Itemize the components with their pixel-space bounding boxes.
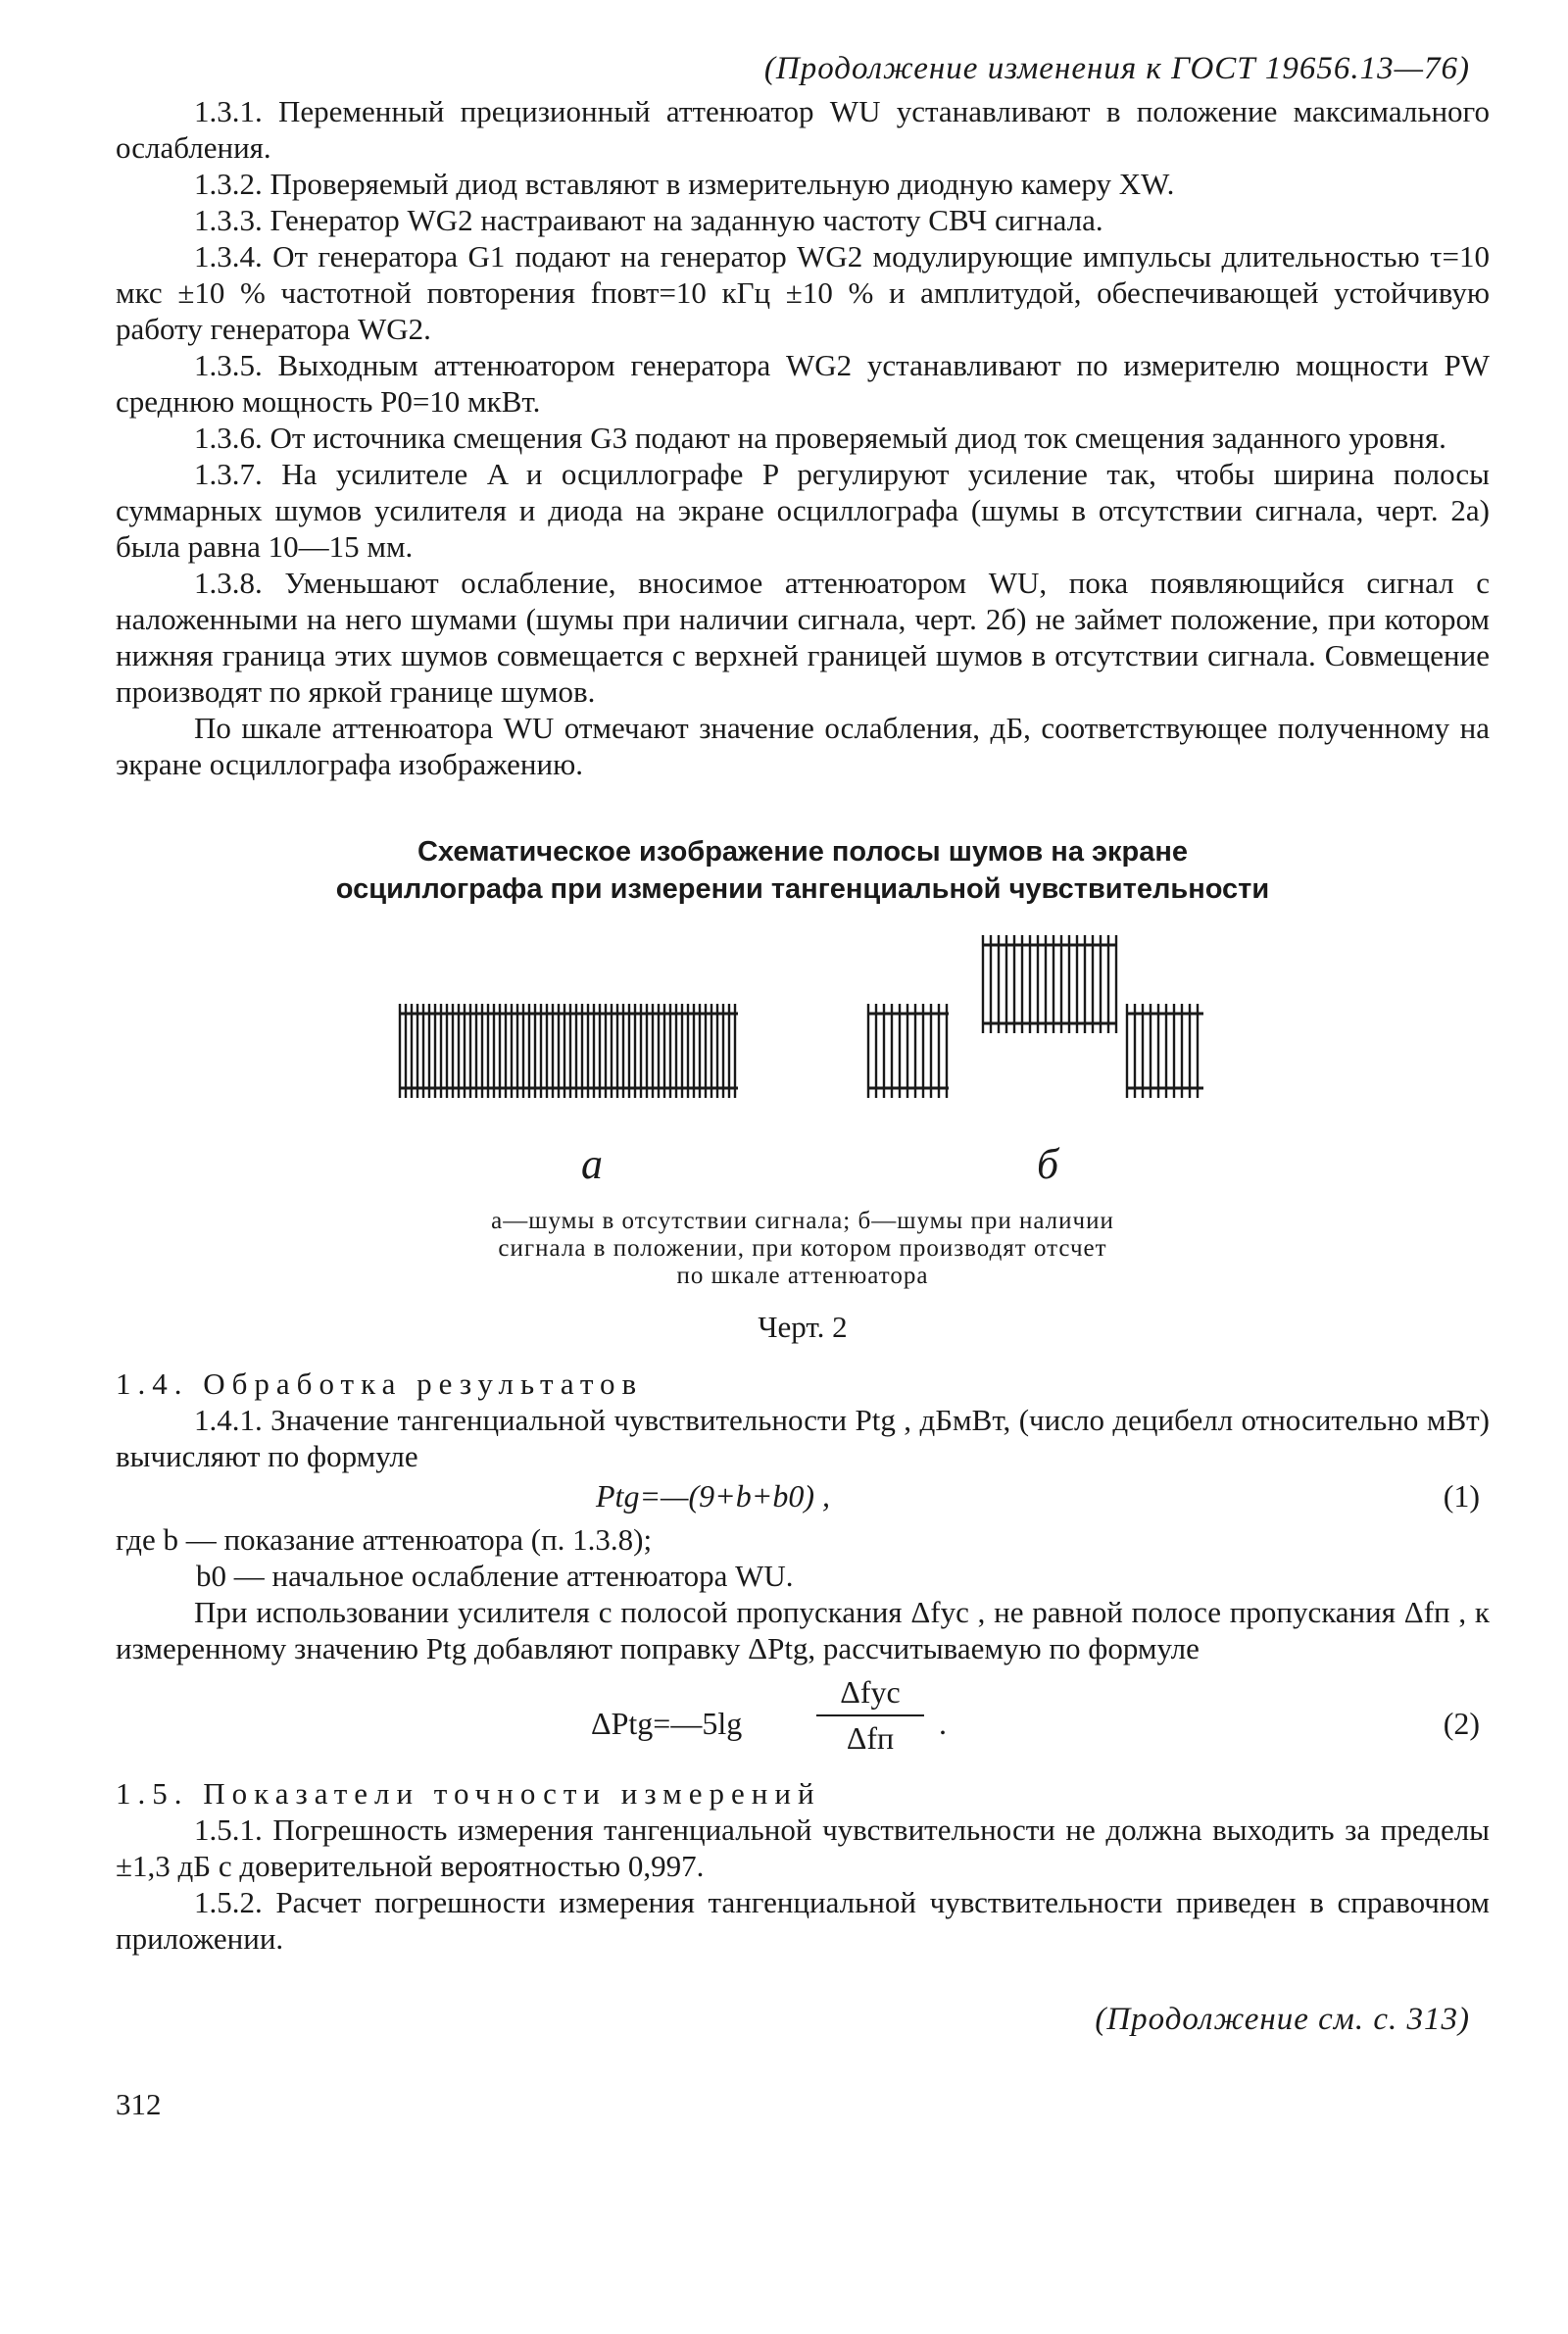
paragraph-1-3-6: 1.3.6. От источника смещения G3 подают на проверяемый диод ток смещения заданного уровня. bbox=[194, 421, 1446, 455]
procedure-paragraphs bbox=[116, 93, 1490, 782]
paragraph-1-3-2: 1.3.2. Проверяемый диод вставляют в измерительную диодную камеру XW. bbox=[194, 167, 1175, 201]
noise-band-b-raised-traces bbox=[983, 935, 1117, 1033]
formula-2-fraction bbox=[816, 1674, 924, 1757]
paragraph-1-3-5: 1.3.5. Выходным аттенюатором генератора WG2 устанавливают по измерителю мощности PW среднюю мощность P0=10 мкВт. bbox=[116, 348, 1490, 419]
paragraph-1-3-8: 1.3.8. Уменьшают ослабление, вносимое аттенюатором WU, пока появляющийся сигнал с наложенными на него шумами (шумы при наличии сигнала, черт. 2б) не займет положение, при котором нижняя граница этих шумов совмещается с верхней границей шумов в отсутствии сигнала. Совмещение производят по яркой границе шумов. bbox=[116, 566, 1490, 709]
formula-2-numerator: Δfус bbox=[816, 1674, 924, 1716]
figure-title-line-1: Схематическое изображение полосы шумов на экране bbox=[416, 836, 1189, 868]
section-1-4-heading: 1.4. Обработка результатов bbox=[116, 1366, 644, 1401]
where-b: где b — показание аттенюатора (п. 1.3.8); bbox=[116, 1522, 653, 1557]
paragraph-1-3-7: 1.3.7. На усилителе A и осциллографе P регулируют усиление так, чтобы ширина полосы суммарных шумов усилителя и диода на экране осциллографа (шумы в отсутствии сигнала, черт. 2а) была равна 10—15 мм. bbox=[116, 457, 1490, 564]
paragraph-attenuator-reading: По шкале аттенюатора WU отмечают значение ослабления, дБ, соответствующее полученному на экране осциллографа изображению. bbox=[116, 711, 1490, 781]
document-page bbox=[116, 51, 1490, 2122]
noise-band-b bbox=[868, 935, 1203, 1098]
figure-label-a: а bbox=[581, 1140, 603, 1188]
formula-1 bbox=[116, 1474, 1490, 1521]
paragraph-1-4-1: 1.4.1. Значение тангенциальной чувствительности Ptg , дБмВт, (число децибелл относительно мВт) вычисляют по формуле bbox=[116, 1403, 1490, 1473]
noise-band-diagram bbox=[116, 925, 1490, 1190]
page-number: 312 bbox=[116, 2087, 162, 2121]
formula-1-number: (1) bbox=[1443, 1478, 1480, 1514]
running-header: (Продолжение изменения к ГОСТ 19656.13—76) bbox=[763, 51, 1470, 86]
paragraph-1-5-2: 1.5.2. Расчет погрешности измерения тангенциальной чувствительности приведен в справочном приложении. bbox=[116, 1885, 1490, 1956]
formula-2-denominator: Δfп bbox=[846, 1720, 895, 1756]
paragraph-1-3-3: 1.3.3. Генератор WG2 настраивают на заданную частоту СВЧ сигнала. bbox=[194, 203, 1103, 237]
figure-title-line-2: осциллографа при измерении тангенциальной чувствительности bbox=[335, 873, 1270, 905]
paragraph-1-5-1: 1.5.1. Погрешность измерения тангенциальной чувствительности не должна выходить за пределы ±1,3 дБ с доверительной вероятностью 0,997. bbox=[116, 1813, 1490, 1883]
paragraph-bandwidth-correction: При использовании усилителя с полосой пропускания Δfус , не равной полосе пропускания Δfп , к измеренному значению Ptg добавляют поправку ΔPtg, рассчитываемую по формуле bbox=[116, 1595, 1490, 1665]
figure-caption bbox=[116, 1208, 1490, 1290]
caption-line-1: а—шумы в отсутствии сигнала; б—шумы при наличии bbox=[491, 1208, 1114, 1234]
figure-title bbox=[116, 833, 1490, 908]
paragraph-1-3-4: 1.3.4. От генератора G1 подают на генератор WG2 модулирующие импульсы длительностью τ=10 мкс ±10 % частотной повторения fповт=10 кГц ±10 % и амплитудой, обеспечивающей устойчивую работу генератора WG2. bbox=[116, 239, 1490, 346]
noise-band-a-traces bbox=[400, 1004, 738, 1098]
paragraph-1-3-1: 1.3.1. Переменный прецизионный аттенюатор WU устанавливают в положение максимального ослабления. bbox=[116, 94, 1490, 165]
formula-2-dot: . bbox=[939, 1706, 947, 1741]
figure-label-b: б bbox=[1037, 1140, 1059, 1188]
section-1-5-heading: 1.5. Показатели точности измерений bbox=[116, 1776, 821, 1811]
caption-line-3: по шкале аттенюатора bbox=[676, 1263, 929, 1289]
formula-2-number: (2) bbox=[1443, 1706, 1480, 1741]
noise-band-b-left-traces bbox=[868, 1004, 949, 1098]
figure-number: Черт. 2 bbox=[758, 1310, 848, 1344]
noise-band-figure bbox=[116, 925, 1490, 1190]
where-b0: b0 — начальное ослабление аттенюатора WU. bbox=[196, 1559, 794, 1593]
formula-1-expression: Ptg=—(9+b+b0) , bbox=[596, 1478, 830, 1514]
caption-line-2: сигнала в положении, при котором производят отсчет bbox=[498, 1235, 1107, 1262]
formula-2-lhs: ΔPtg=—5lg bbox=[591, 1706, 743, 1741]
continuation-note: (Продолжение см. с. 313) bbox=[1095, 2002, 1470, 2037]
noise-band-b-right-traces bbox=[1127, 1004, 1203, 1098]
noise-band-a bbox=[400, 1004, 738, 1098]
formula-2 bbox=[116, 1666, 1490, 1776]
